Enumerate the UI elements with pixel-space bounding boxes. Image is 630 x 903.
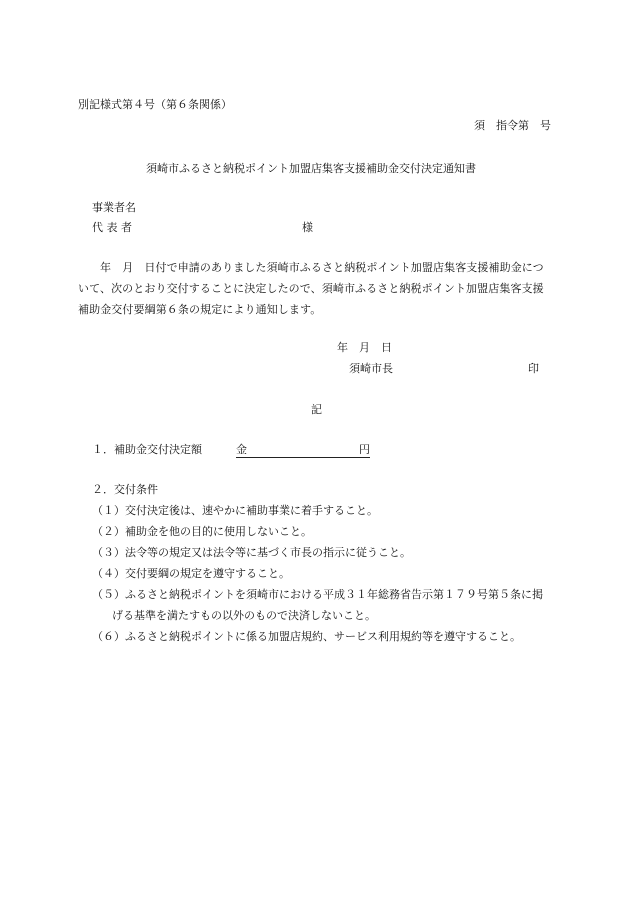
paragraph-line-1: 年 月 日付で申請のありました須崎市ふるさと納税ポイント加盟店集客支援補助金につ [100,261,544,274]
condition-4: （４）交付要綱の規定を遵守すること。 [92,567,290,580]
issuer-name: 須崎市長 [349,362,393,375]
condition-6: （６）ふるさと納税ポイントに係る加盟店規約、サービス利用規約等を遵守すること。 [92,630,521,643]
condition-2: （２）補助金を他の目的に使用しないこと。 [92,525,312,538]
paragraph-line-2: いて、次のとおり交付することに決定したので、須崎市ふるさと納税ポイント加盟店集客支援 [78,282,544,295]
honorific: 様 [302,221,313,234]
ki-heading: 記 [311,403,322,416]
condition-1: （１）交付決定後は、速やかに補助事業に着手すること。 [92,504,378,517]
condition-3: （３）法令等の規定又は法令等に基づく市長の指示に従うこと。 [92,546,411,559]
business-name-label: 事業者名 [92,201,136,214]
reference-number: 須 指令第 号 [474,119,551,132]
amount-prefix: 金 [236,443,247,456]
document-title: 須崎市ふるさと納税ポイント加盟店集客支援補助金交付決定通知書 [146,162,476,175]
item1-label: １．補助金交付決定額 [92,443,202,456]
condition-5-continued: げる基準を満たすもの以外のもので決済しないこと。 [112,609,376,622]
condition-5: （５）ふるさと納税ポイントを須崎市における平成３１年総務省告示第１７９号第５条に掲 [92,588,543,601]
amount-field [236,443,370,462]
notice-paragraph [78,257,558,320]
form-label: 別記様式第４号（第６条関係） [78,98,232,111]
item2-label: ２．交付条件 [92,483,158,496]
amount-suffix: 円 [359,443,370,456]
representative-label: 代 表 者 [92,221,132,234]
paragraph-line-3: 補助金交付要綱第６条の規定により通知します。 [78,303,322,316]
seal-mark: 印 [528,362,539,375]
issue-date: 年 月 日 [337,341,392,354]
